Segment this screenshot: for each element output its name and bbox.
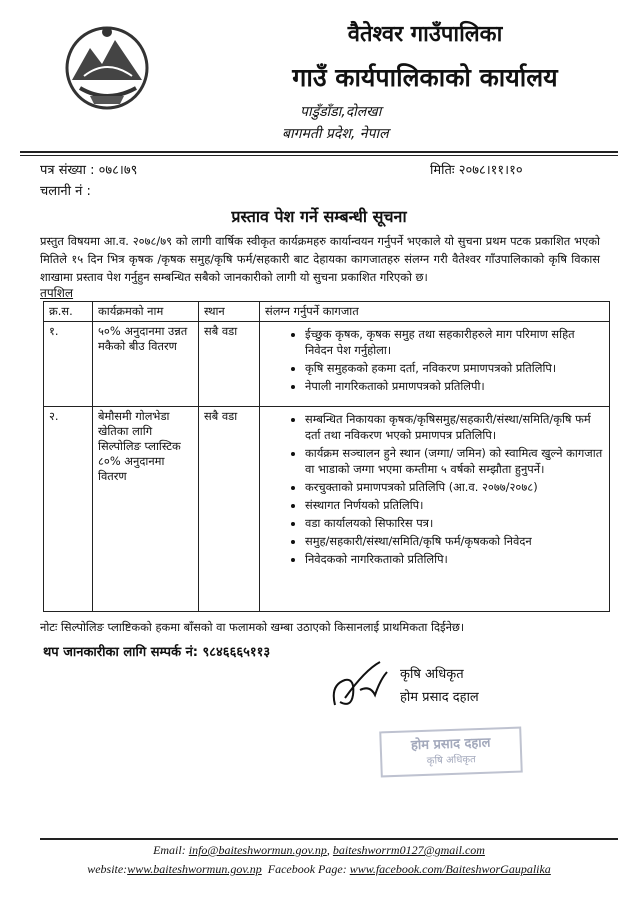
document-item: • वडा कार्यालयको सिफारिस पत्र। (305, 515, 604, 531)
email-label: Email: (153, 843, 186, 857)
contact-label: थप जानकारीका लागि सम्पर्क नं: (43, 645, 198, 660)
letter-date (430, 160, 523, 178)
document-item: • समुह/सहकारी/संस्था/समिति/कृषि फर्म/कृषकको निवेदन (305, 533, 604, 549)
notice-subject: प्रस्ताव पेश गर्ने सम्बन्धी सूचना (231, 207, 407, 226)
program-table (43, 301, 610, 612)
website-label: website: (87, 862, 128, 876)
row-place: सबै वडा (199, 407, 260, 612)
date-label: मितिः (430, 163, 455, 178)
reference-value: ०७८।७९ (98, 163, 138, 178)
table-row (44, 407, 610, 612)
website-link[interactable]: www.baiteshwormun.gov.np (127, 862, 262, 876)
document-item: • संस्थागत निर्णयको प्रतिलिपि। (305, 497, 604, 513)
contact-number: ९८४६६६५११३ (202, 645, 271, 660)
handwritten-signature (325, 650, 395, 720)
email-link-secondary[interactable]: baiteshworrm0127@gmail.com (332, 843, 485, 857)
document-item: • ईच्छुक कृषक, कृषक समुह तथा सहकारीहरुले माग परिमाण सहित निवेदन पेश गर्नुहोला। (305, 326, 604, 358)
document-item: • सम्बन्धित निकायका कृषक/कृषिसमुह/सहकारी/संस्था/समिति/कृषि फर्म दर्ता तथा नविकरण भएको प्रमाणपत्र प्रतिलिपि। (305, 411, 604, 443)
dispatch-number-label: चलानी नं : (40, 184, 91, 199)
document-item: • निवेदकको नागरिकताको प्रतिलिपि। (305, 551, 604, 567)
document-item: • कृषि समुहकको हकमा दर्ता, नविकरण प्रमाणपत्रको प्रतिलिपि। (305, 360, 604, 376)
header-documents: संलग्न गर्नुपर्ने कागजात (260, 302, 610, 322)
document-item: • कार्यक्रम सञ्चालन हुने स्थान (जग्गा/ जमिन) को स्वामित्व खुल्ने कागजात वा भाडाको जग्गा भएमा कम्तीमा ५ वर्षको सम्झौता हुनुपर्ने। (305, 445, 604, 477)
official-stamp (379, 727, 523, 778)
facebook-label: Facebook Page: (267, 862, 347, 876)
row-place: सबै वडा (199, 322, 260, 407)
notice-body: प्रस्तुत विषयमा आ.व. २०७८/७९ को लागी वार्षिक स्वीकृत कार्यक्रमहरु कार्यान्वयन गर्नुपर्ने भएकाले यो सुचना प्रथम पटक प्रकाशित भएको मितिले १५ दिन भित्र कृषक /कृषक समुह/कृषि फर्म/सहकारी बाट देहायका कागजातहरु संलग्न गरी वैतेश्वर गाँउपालिकाको कृषि विकास शाखामा प्रस्ताव पेश गर्नुहुन सम्बन्धित सबैको जानकारीको लागी यो सुचना प्रकाशित गरिएको छ। (40, 234, 600, 284)
header-place: स्थान (199, 302, 260, 322)
row-documents (260, 322, 610, 407)
municipality-emblem-logo (60, 18, 155, 113)
row-program: ५०% अनुदानमा उन्नत मकैको बीउ वितरण (93, 322, 199, 407)
address-line-1: पाडुँडाँडा,दोलखा (300, 104, 382, 120)
footer-email-line: Email: info@baiteshwormun.gov.np, baiteshworrm0127@gmail.com (153, 843, 485, 857)
header-program: कार्यक्रमको नाम (93, 302, 199, 322)
document-item: • करचुक्ताको प्रमाणपत्रको प्रतिलिपि (आ.व. २०७७/२०७८) (305, 479, 604, 495)
footer-web-line (0, 862, 638, 877)
stamp-name: होम प्रसाद दहाल (410, 735, 491, 754)
table-row (44, 322, 610, 407)
row-program: बेमौसमी गोलभेडा खेतिका लागि सिल्पोलिङ प्लास्टिक ८०% अनुदानमा वितरण (93, 407, 199, 612)
header-divider (20, 151, 618, 153)
municipality-name: वैतेश्वर गाउँपालिका (347, 22, 503, 47)
header-divider-thin (20, 155, 618, 156)
contact-line (43, 642, 270, 660)
table-header-row (44, 302, 610, 322)
email-link-primary[interactable]: info@baiteshwormun.gov.np (188, 843, 327, 857)
facebook-link[interactable]: www.facebook.com/BaiteshworGaupalika (349, 862, 551, 876)
header-serial: क्र.स. (44, 302, 93, 322)
address-line-2: बागमती प्रदेश, नेपाल (282, 126, 389, 142)
reference-number (40, 160, 137, 178)
footer-divider (40, 838, 618, 840)
reference-label: पत्र संख्या : (40, 163, 95, 178)
table-caption: तपशिल (40, 286, 74, 300)
row-serial: २. (44, 407, 93, 612)
row-serial: १. (44, 322, 93, 407)
signatory-name: होम प्रसाद दहाल (400, 690, 479, 705)
date-value: २०७८।११।१० (458, 163, 523, 178)
office-name: गाउँ कार्यपालिकाको कार्यालय (292, 63, 558, 92)
document-item: • नेपाली नागरिकताको प्रमाणपत्रको प्रतिलिपी। (305, 378, 604, 394)
row-documents (260, 407, 610, 612)
signatory-role: कृषि अधिकृत (400, 667, 464, 682)
stamp-role: कृषि अधिकृत (426, 754, 476, 767)
note-text: नोटः सिल्पोलिङ प्लाष्टिकको हकमा बाँसको वा फलामको खम्बा उठाएको किसानलाई प्राथमिकता दिईनेछ। (40, 620, 465, 634)
